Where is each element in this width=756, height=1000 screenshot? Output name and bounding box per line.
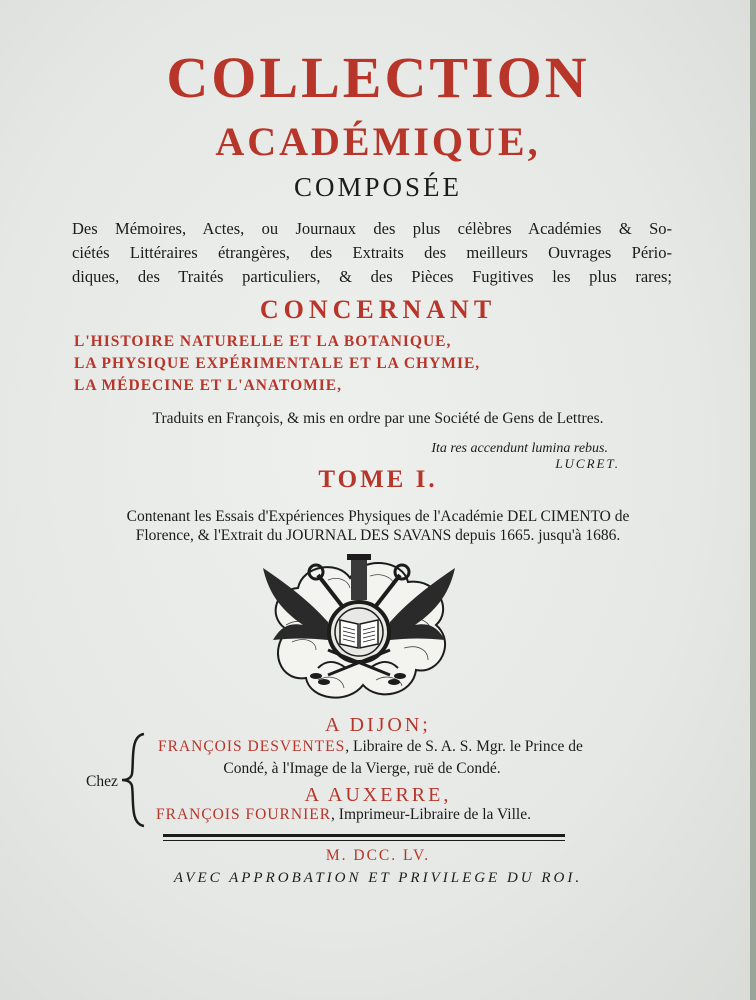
publisher-desventes [158,738,583,756]
page-edge [750,0,756,1000]
translators-line: Traduits en François, & mis en ordre par une Société de Gens de Lettres. [152,410,604,427]
curly-brace-icon [118,730,152,830]
publisher-fournier [156,806,531,824]
publisher-desventes-name: FRANÇOIS DESVENTES [158,738,346,755]
title-collection: COLLECTION [166,45,590,110]
contents-line: Florence, & l'Extrait du JOURNAL DES SAVANS depuis 1665. jusqu'à 1686. [135,527,621,544]
contents-block [88,507,668,545]
volume-heading: TOME I. [318,466,438,493]
chez-label: Chez [86,773,118,790]
epigraph-quote: Ita res accendunt lumina rebus. [431,441,608,456]
publisher-desventes-line2: Condé, à l'Image de la Vierge, ruë de Condé. [223,760,501,777]
scientific-trophy-ornament-icon [258,550,460,708]
contents-line: Contenant les Essais d'Expériences Physiques de l'Académie DEL CIMENTO de [126,508,630,525]
title-composee: COMPOSÉE [293,172,463,202]
epigraph-author: LUCRET. [555,456,620,471]
description-block [72,217,672,289]
concernant-heading: CONCERNANT [259,295,497,324]
divider-thin [163,840,565,841]
city-dijon: A DIJON; [325,714,431,736]
description-line: diques, des Traités particuliers, & des Pièces Fugitives les plus rares; [72,267,672,286]
description-line: Des Mémoires, Actes, ou Journaux des plus célèbres Académies & So- [72,219,672,238]
publication-year: M. DCC. LV. [325,847,431,864]
divider-thick [163,834,565,837]
publisher-fournier-name: FRANÇOIS FOURNIER [156,806,332,823]
title-academique: ACADÉMIQUE, [215,119,541,164]
subject-natural-history: L'HISTOIRE NATURELLE ET LA BOTANIQUE, [74,333,452,350]
publisher-desventes-address: , Libraire de S. A. S. Mgr. le Prince de [345,738,583,755]
description-line: ciétés Littéraires étrangères, des Extraits des meilleurs Ouvrages Pério- [72,243,672,262]
privilege-line: AVEC APPROBATION ET PRIVILEGE DU ROI. [173,870,583,886]
subject-physics-chemistry: LA PHYSIQUE EXPÉRIMENTALE ET LA CHYMIE, [74,355,481,372]
publisher-fournier-address: , Imprimeur-Libraire de la Ville. [331,806,531,823]
city-auxerre: A AUXERRE, [304,784,452,806]
subject-medicine-anatomy: LA MÉDECINE ET L'ANATOMIE, [74,377,343,394]
